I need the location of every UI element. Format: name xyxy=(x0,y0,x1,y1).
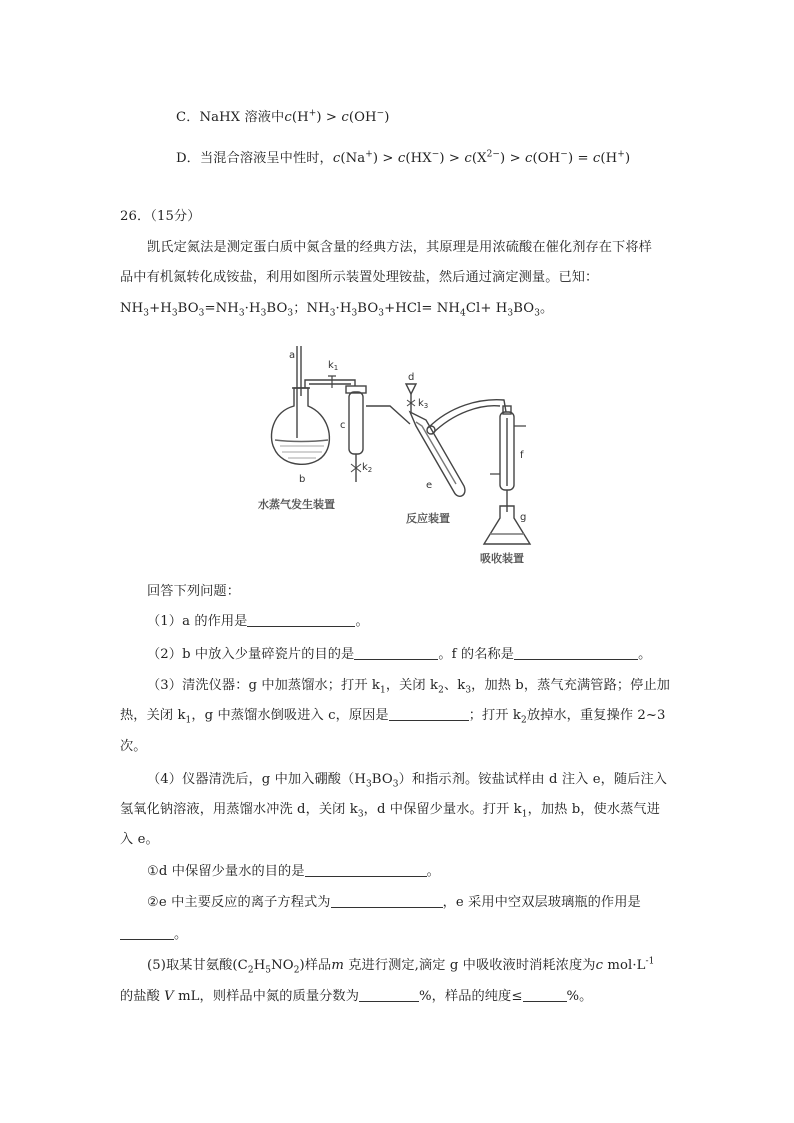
q5-text-1c: NO xyxy=(271,958,294,973)
caption-steam-generator: 水蒸气发生装置 xyxy=(258,498,335,511)
q4-text-1b: BO xyxy=(371,772,393,787)
q4-sub-2-text: ②e 中主要反应的离子方程式为 xyxy=(147,895,331,910)
caption-absorption: 吸收装置 xyxy=(480,552,524,565)
q3-text-1c: 、k xyxy=(443,678,466,693)
answer-blank[interactable] xyxy=(359,987,419,1002)
reaction-equations: $NH_3+H_3BO_3=NH_3\cdot H_3BO_3$；$NH_3\cdot H_3BO_3+HCl= NH_4Cl+ H_3BO_3$。 xyxy=(120,301,554,319)
question-number: 26．（15分） xyxy=(120,209,201,224)
q3-text-2a: 热，关闭 k xyxy=(120,708,186,723)
option-d-text: D．当混合溶液呈中性时， xyxy=(176,151,333,166)
label-d: d xyxy=(408,372,415,383)
q4-text-2: 氢氧化钠溶液，用蒸馏水冲洗 d，关闭 k xyxy=(120,802,358,817)
label-g: g xyxy=(520,512,527,523)
q4-sub-1-text: ①d 中保留少量水的目的是 xyxy=(147,864,305,879)
answer-blank[interactable] xyxy=(331,893,443,908)
funnel-d xyxy=(406,384,416,394)
q4-sub-1-end: 。 xyxy=(426,864,440,879)
answers-heading: 回答下列问题： xyxy=(147,584,241,599)
answer-blank[interactable] xyxy=(389,706,469,721)
q5-text-1d: )样品 xyxy=(299,958,332,973)
pipe-c-e xyxy=(366,406,410,424)
q4-sub-2-text-b: ，e 采用中空双层玻璃瓶的作用是 xyxy=(442,895,641,910)
q2-text: （2）b 中放入少量碎瓷片的目的是 xyxy=(147,647,355,662)
q4-text-2b: ，d 中保留少量水。打开 k xyxy=(363,802,522,817)
q1-text: （1）a 的作用是 xyxy=(147,614,248,629)
q3-line-1: （3）清洗仪器：g 中加蒸馏水；打开 $k_1$，关闭 $k_2$、$k_3$，加热 b，蒸气充满管路；停止加 xyxy=(147,678,671,696)
q5-text-1b: H xyxy=(253,958,266,973)
q3-text-1d: ，加热 b，蒸气充满管路；停止加 xyxy=(471,678,671,693)
q4-sub-2 xyxy=(147,893,641,913)
q4-line-3: 入 e。 xyxy=(120,832,159,847)
q3-text-2d: 放掉水，重复操作 2~3 xyxy=(526,708,666,723)
flask-b xyxy=(271,388,329,464)
q5-line-1: (5)取某甘氨酸$(C_2H_5NO_2)$样品m 克进行测定,滴定 g 中吸收液时消耗浓度为c $mol\cdot L^{-1}$ xyxy=(147,956,655,976)
answer-blank[interactable] xyxy=(120,925,174,940)
label-a: a xyxy=(289,350,296,361)
q5-text-1f: mol·L xyxy=(603,958,646,973)
q5-text-2c: %，样品的纯度≤ xyxy=(418,989,523,1004)
q2-text-2: 。f 的名称是 xyxy=(438,647,515,662)
q3-line-3: 次。 xyxy=(120,739,147,754)
label-c: c xyxy=(340,420,346,431)
q4-sub-1 xyxy=(147,862,440,882)
label-k2: $k_2$ xyxy=(362,462,373,474)
label-b: b xyxy=(299,474,306,485)
answer-blank[interactable] xyxy=(514,645,638,660)
q4-sub-2-end: 。 xyxy=(174,927,188,942)
q3-text-2c: ；打开 k xyxy=(468,708,521,723)
q3-text-1a: （3）清洗仪器：g 中加蒸馏水；打开 k xyxy=(147,678,381,693)
label-k3: $k_3$ xyxy=(418,398,429,410)
option-d: D．当混合溶液呈中性时，$c(Na^+) > c(HX^-) > c(X^{2-}) > c(OH^-) = c(H^+)$ xyxy=(176,149,631,166)
q1-end: 。 xyxy=(355,614,369,629)
q4-text-1c: ）和指示剂。铵盐试样由 d 注入 e，随后注入 xyxy=(398,772,668,787)
tube-c xyxy=(349,392,363,454)
q4-sub-2-cont xyxy=(120,925,187,945)
q5-text-2b: mL，则样品中氮的质量分数为 xyxy=(173,989,359,1004)
label-e: e xyxy=(426,480,433,491)
apparatus-diagram xyxy=(250,336,550,568)
pipe-e-f xyxy=(428,400,506,428)
option-c-text: C．NaHX 溶液中 xyxy=(176,110,285,125)
q4-line-1: （4）仪器清洗后，g 中加入硼酸$(H_3BO_3)$和指示剂。铵盐试样由 d 注入 e，随后注入 xyxy=(147,772,668,790)
vessel-e xyxy=(410,412,465,496)
q3-line-2: 热，关闭 $k_1$，g 中蒸馏水倒吸进入 c，原因是 ；打开 $k_2$放掉水，重复操作 2~3 xyxy=(120,708,666,726)
answer-blank[interactable] xyxy=(354,645,438,660)
q5-text-1a: (5)取某甘氨酸(C xyxy=(147,958,248,973)
q4-text-1: （4）仪器清洗后，g 中加入硼酸（H xyxy=(147,772,366,787)
q2-line xyxy=(147,645,651,665)
q3-text-1b: ，关闭 k xyxy=(385,678,439,693)
caption-reaction: 反应装置 xyxy=(406,512,450,525)
option-c: C．NaHX 溶液中c(H+) > c(OH−) xyxy=(176,108,390,125)
answer-blank[interactable] xyxy=(305,862,427,877)
intro-line-1: 凯氏定氮法是测定蛋白质中氮含量的经典方法，其原理是用浓硫酸在催化剂存在下将样 xyxy=(147,240,652,255)
answer-blank[interactable] xyxy=(523,987,567,1002)
q4-text-2c: ，加热 b，使水蒸气进 xyxy=(527,802,660,817)
q1-line xyxy=(147,612,369,632)
q5-text-2a: 的盐酸 xyxy=(120,989,165,1004)
answer-blank[interactable] xyxy=(247,612,355,627)
q5-text-2d: %。 xyxy=(566,989,593,1004)
q5-text-1e: 克进行测定,滴定 g 中吸收液时消耗浓度为 xyxy=(343,958,596,973)
intro-line-2: 品中有机氮转化成铵盐，利用如图所示装置处理铵盐，然后通过滴定测量。已知： xyxy=(120,270,599,285)
q3-text-2b: ，g 中蒸馏水倒吸进入 c，原因是 xyxy=(191,708,389,723)
q4-line-2: 氢氧化钠溶液，用蒸馏水冲洗 d，关闭 $k_3$，d 中保留少量水。打开 $k_1$，加热 b，使水蒸气进 xyxy=(120,802,660,820)
q5-line-2: 的盐酸 V mL，则样品中氮的质量分数为 %，样品的纯度≤ %。 xyxy=(120,989,593,1004)
label-f: f xyxy=(520,450,524,461)
q2-end: 。 xyxy=(638,647,652,662)
label-k1: $k_1$ xyxy=(328,360,339,372)
